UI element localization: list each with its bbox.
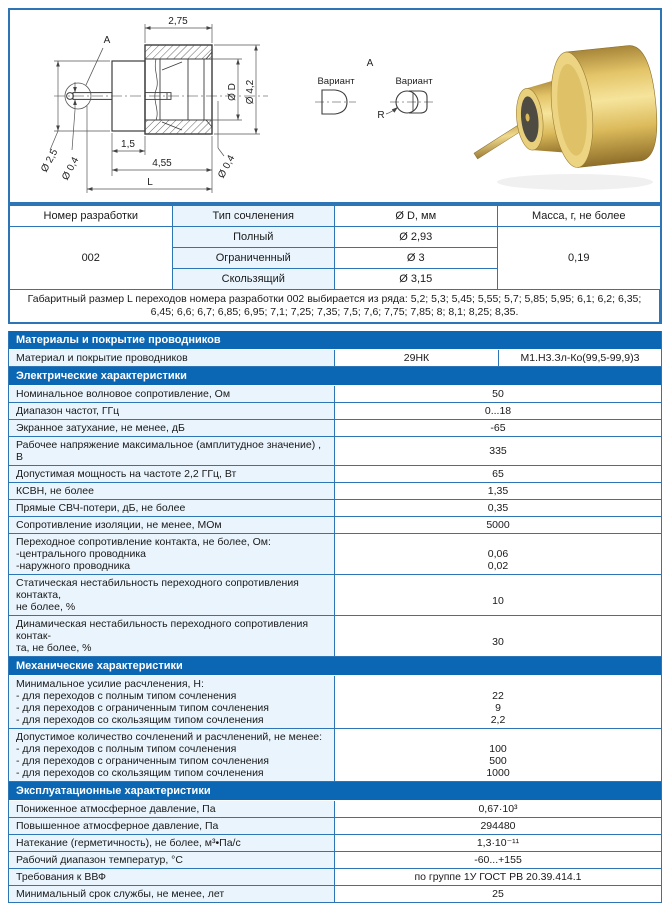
spec-label-line: - для переходов со скользящим типом сочленения [16, 714, 264, 726]
spec-value-line: 1000 [486, 767, 510, 779]
spec-label-line: Рабочее напряжение максимальное (амплитудное значение) , В [16, 439, 322, 463]
spec-label-line: Переходное сопротивление контакта, не более, Ом: [16, 536, 271, 548]
spec-value [335, 466, 661, 482]
spec-value [335, 729, 661, 781]
dim-flange-dia: Ø 2,5 [39, 147, 61, 175]
spec-row [9, 886, 661, 903]
spec-value [335, 437, 661, 465]
spec-label-line: Натекание (герметичность), не более, м³•Па/с [16, 837, 241, 849]
spec-value [335, 835, 661, 851]
spec-label-line: Диапазон частот, ГГц [16, 405, 120, 417]
spec-label-line: Статическая нестабильность переходного сопротивления контакта, [16, 577, 299, 601]
col-header-diameter: Ø D, мм [335, 206, 498, 227]
spec-value-line: 294480 [480, 820, 516, 832]
connector-photo-icon [464, 43, 660, 190]
spec-value [335, 386, 661, 402]
spec-label-line: Материал и покрытие проводников [16, 352, 188, 364]
spec-label [9, 575, 335, 615]
spec-label-line: Минимальное усилие расчленения, Н: [16, 678, 204, 690]
spec-row [9, 420, 661, 437]
spec-value-line: 25 [492, 888, 504, 900]
variant2-label: Вариант [395, 76, 433, 87]
diameter-cell: Ø 2,93 [335, 227, 498, 248]
spec-label [9, 420, 335, 436]
spec-label-line: не более, % [16, 601, 76, 613]
spec-value-line [339, 731, 657, 743]
spec-value-line: 9 [495, 702, 501, 714]
dim-socket-dia: Ø 0,4 [216, 153, 238, 181]
spec-value-line: 500 [489, 755, 507, 767]
dev-number-cell: 002 [10, 227, 173, 290]
spec-label [9, 676, 335, 728]
spec-value [335, 517, 661, 533]
spec-value: 29НК [403, 352, 430, 364]
dimension-labels [39, 16, 256, 188]
spec-label-line: Номинальное волновое сопротивление, Ом [16, 388, 231, 400]
spec-label [9, 500, 335, 516]
spec-value-line [339, 678, 657, 690]
dim-total-len: L [147, 177, 153, 188]
col-header-dev-number: Номер разработки [10, 206, 173, 227]
technical-drawing [10, 10, 660, 202]
spec-row [9, 729, 661, 782]
spec-label [9, 852, 335, 868]
spec-value-line: по группе 1У ГОСТ РВ 20.39.414.1 [414, 871, 582, 883]
spec-row [9, 466, 661, 483]
col-header-coupling-type: Тип сочленения [173, 206, 336, 227]
spec-label-line: Прямые СВЧ-потери, дБ, не более [16, 502, 186, 514]
spec-value [335, 575, 661, 615]
spec-label [9, 386, 335, 402]
spec-label-line: Допустимое количество сочленений и расчленений, не менее: [16, 731, 323, 743]
spec-label [9, 801, 335, 817]
length-series-note: Габаритный размер L переходов номера разработки 002 выбирается из ряда: 5,2; 5,3; 5,45; 5,55; 5,7; 5,85; 5,95; 6,1; 6,2; 6,35; 6,45; 6,6; 6,7; 6,85; 6,95; 7,1; 7,25; 7,35; 7,5; 7,6; 7,75; 7,85; 8; 8,1; 8,25; 8,35. [10, 290, 660, 322]
spec-value-line: -60...+155 [474, 854, 522, 866]
spec-value [335, 483, 661, 499]
spec-label-line: -центрального проводника [16, 548, 146, 560]
spec-row [9, 403, 661, 420]
spec-label-line: - для переходов с полным типом сочленения [16, 690, 237, 702]
spec-value [335, 616, 661, 656]
spec-label [9, 403, 335, 419]
dim-body-len: 4,55 [152, 158, 172, 169]
spec-label-line: Требования к ВВФ [16, 871, 106, 883]
spec-value-line: 22 [492, 690, 504, 702]
spec-row [9, 869, 661, 886]
spec-value [335, 500, 661, 516]
diameter-cell: Ø 3,15 [335, 269, 498, 290]
spec-value [335, 818, 661, 834]
radius-label: R [377, 110, 385, 121]
spec-value [335, 852, 661, 868]
spec-value [335, 420, 661, 436]
spec-value [335, 534, 661, 574]
spec-value [335, 801, 661, 817]
spec-value-line: -65 [490, 422, 506, 434]
spec-row [9, 500, 661, 517]
dim-body-width: 2,75 [168, 16, 188, 27]
spec-value-line: 1,35 [487, 485, 509, 497]
dim-inner-dia: Ø D [227, 83, 238, 101]
spec-label-line: Экранное затухание, не менее, дБ [16, 422, 185, 434]
spec-row [9, 437, 661, 466]
spec-value-line [339, 536, 657, 548]
spec-label-line: Повышенное атмосферное давление, Па [16, 820, 219, 832]
spec-label [9, 437, 335, 465]
spec-value [335, 886, 661, 902]
spec-label [9, 869, 335, 885]
spec-label-line: Рабочий диапазон температур, °С [16, 854, 183, 866]
spec-label [9, 350, 335, 366]
coupling-type-cell: Полный [173, 227, 336, 248]
spec-row [9, 676, 661, 729]
spec-value-line: 0,67·10³ [478, 803, 518, 815]
spec-row [9, 835, 661, 852]
spec-label [9, 483, 335, 499]
spec-value-line: 30 [492, 636, 504, 648]
spec-value-line: 2,2 [490, 714, 506, 726]
spec-label-line: -наружного проводника [16, 560, 131, 572]
spec-label [9, 466, 335, 482]
diameter-cell: Ø 3 [335, 248, 498, 269]
spec-label-line: та, не более, % [16, 642, 92, 654]
spec-sections [8, 331, 662, 903]
spec-value-line: 0,02 [487, 560, 509, 572]
spec-value-line: 0...18 [484, 405, 512, 417]
spec-value-line: 335 [489, 445, 507, 457]
col-header-mass: Масса, г, не более [498, 206, 661, 227]
spec-label-line: - для переходов со скользящим типом сочленения [16, 767, 264, 779]
spec-value [335, 403, 661, 419]
spec-label-line: - для переходов с ограниченным типом сочленения [16, 702, 269, 714]
mass-cell: 0,19 [498, 227, 661, 290]
spec-value [335, 676, 661, 728]
spec-label [9, 616, 335, 656]
section-header: Электрические характеристики [9, 367, 661, 386]
spec-label [9, 534, 335, 574]
dim-step-len: 1,5 [121, 139, 135, 150]
spec-row [9, 616, 661, 657]
spec-value-line: 65 [492, 468, 504, 480]
drawing-panel [8, 8, 662, 204]
spec-label-line: Динамическая нестабильность переходного сопротивления контак- [16, 618, 309, 642]
spec-label [9, 729, 335, 781]
spec-row [9, 350, 661, 367]
spec-value-line: 100 [489, 743, 507, 755]
spec-row [9, 852, 661, 869]
coupling-type-cell: Скользящий [173, 269, 336, 290]
coupling-type-cell: Ограниченный [173, 248, 336, 269]
spec-value-line: 0,35 [487, 502, 509, 514]
spec-row [9, 575, 661, 616]
spec-value-line: 50 [492, 388, 504, 400]
spec-value-line [339, 583, 657, 595]
spec-value-line: 10 [492, 595, 504, 607]
detail-label: A [103, 35, 111, 46]
section-header: Механические характеристики [9, 657, 661, 676]
spec-row [9, 483, 661, 500]
spec-label-line: - для переходов с ограниченным типом сочленения [16, 755, 269, 767]
spec-row [9, 386, 661, 403]
section-label: A [366, 58, 374, 69]
connector-types-table [8, 204, 662, 324]
spec-label [9, 517, 335, 533]
spec-label [9, 818, 335, 834]
spec-value-line: 1,3·10⁻¹¹ [476, 837, 520, 849]
spec-value [335, 869, 661, 885]
spec-row [9, 801, 661, 818]
spec-label [9, 835, 335, 851]
variant1-label: Вариант [317, 76, 355, 87]
spec-value-line: 0,06 [487, 548, 509, 560]
spec-row [9, 517, 661, 534]
spec-label-line: Пониженное атмосферное давление, Па [16, 803, 216, 815]
spec-label-line: - для переходов с полным типом сочленения [16, 743, 237, 755]
spec-label-line: КСВН, не более [16, 485, 94, 497]
spec-value-line: 5000 [486, 519, 510, 531]
section-header: Эксплуатационные характеристики [9, 782, 661, 801]
variant-views [315, 58, 436, 121]
spec-value-line [339, 624, 657, 636]
dim-outer-dia: Ø 4,2 [245, 79, 256, 105]
spec-row [9, 818, 661, 835]
dim-pin-dia: Ø 0,4 [60, 155, 82, 183]
spec-label-line: Допустимая мощность на частоте 2,2 ГГц, Вт [16, 468, 237, 480]
spec-label-line: Минимальный срок службы, не менее, лет [16, 888, 225, 900]
spec-label-line: Сопротивление изоляции, не менее, МОм [16, 519, 222, 531]
spec-label [9, 886, 335, 902]
spec-value: М1.Н3.Зл-Ко(99,5-99,9)3 [498, 350, 661, 366]
spec-row [9, 534, 661, 575]
section-header: Материалы и покрытие проводников [9, 331, 661, 350]
